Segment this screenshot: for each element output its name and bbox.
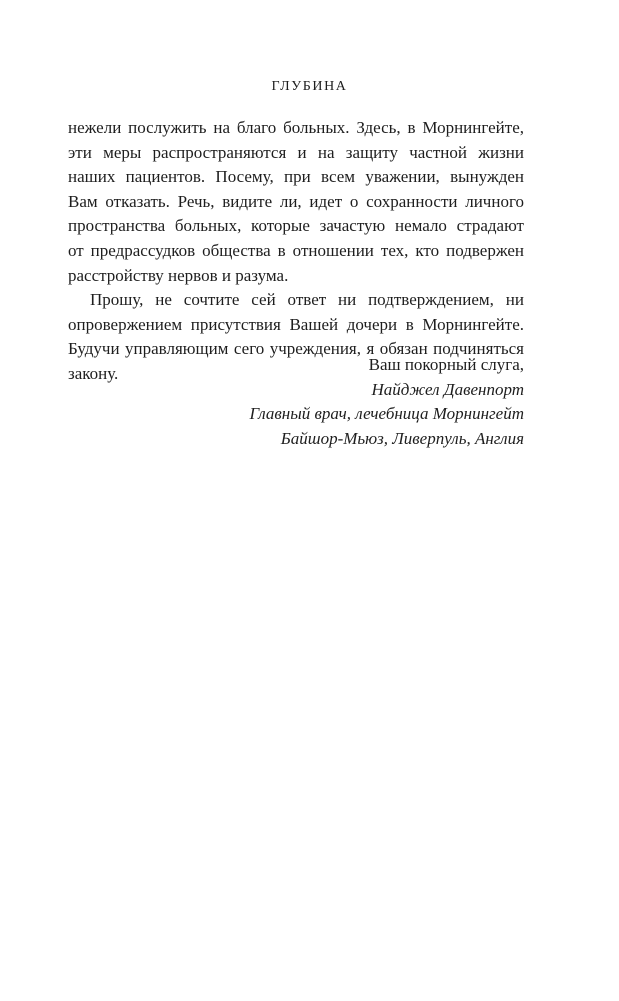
text-line: нежели послужить на благо больных. Здесь, в Морнингейте, [68,118,524,137]
text-line: наших пациентов. Посему, при всем уважении, вынужден [68,167,524,187]
text-line: Вам отказать. Речь, видите ли, идет о сохранности личного [68,191,524,211]
text-line: пространства больных, которые зачастую немало страдают [68,216,524,236]
paragraph-1 [68,116,524,288]
text-line: расстройству нервов и разума. [68,265,289,285]
text-line: Прошу, не сочтите сей ответ ни подтверждением, ни [90,290,524,310]
text-line: эти меры распространяются и на защиту частной жизни [68,142,524,162]
letter-body [68,116,524,387]
text-line: закону. [68,363,119,383]
text-line: Будучи управляющим сего учреждения, я обязан подчиняться [68,339,524,359]
text-line: опровержением присутствия Вашей дочери в Морнингейте. [68,314,524,334]
signature-title: Главный врач, лечебница Морнингейт [249,404,524,424]
signature-block [250,353,525,451]
running-head: ГЛУБИНА [271,79,348,94]
text-line: от предрассудков общества в отношении тех, кто подвержен [68,240,524,260]
signature-closing: Ваш покорный слуга, [368,355,524,374]
signature-name: Найджел Давенпорт [371,379,524,399]
signature-address: Байшор-Мьюз, Ливерпуль, Англия [280,428,524,448]
